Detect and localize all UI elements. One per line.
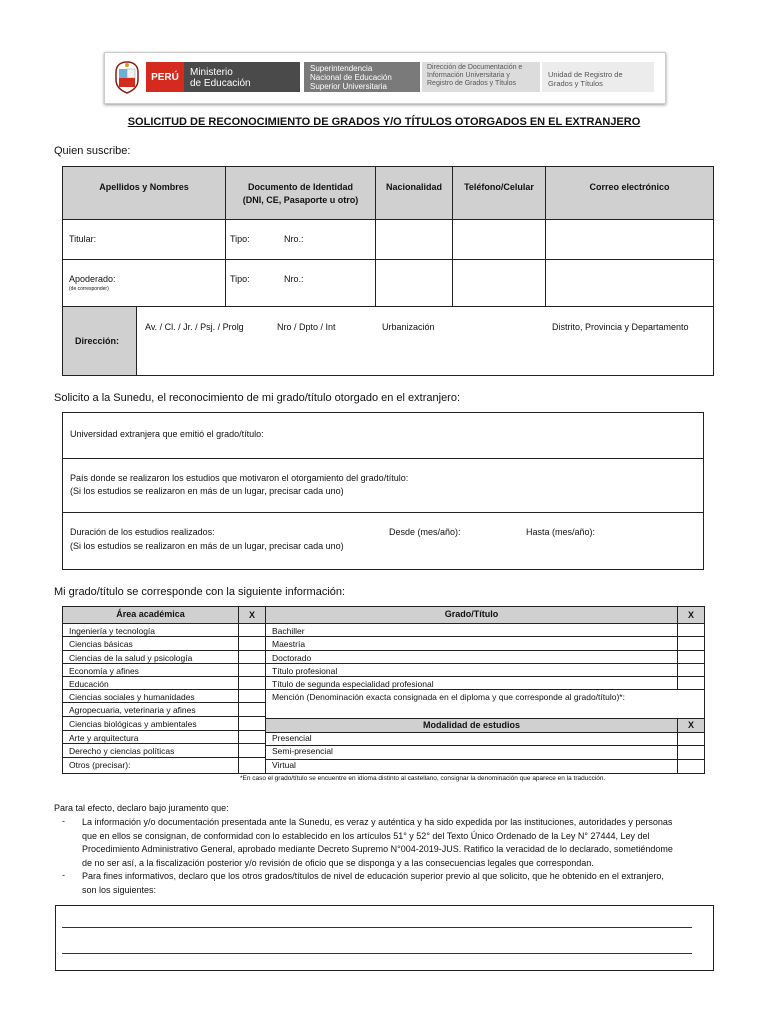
- area-item: Derecho y ciencias políticas: [69, 746, 175, 756]
- direction-label: [422, 62, 540, 92]
- modalidad-item: Presencial: [272, 733, 312, 743]
- grado-item: Título profesional: [272, 666, 338, 676]
- area-item: Agropecuaria, veterinaria y afines: [69, 705, 196, 715]
- area-row-line: [63, 636, 265, 637]
- bullet1-line: La información y/o documentación presentada ante la Sunedu, es veraz y auténtica y ha sido expedida por las instituciones, autoridades y personas: [82, 817, 673, 827]
- area-item: Arte y arquitectura: [69, 733, 139, 743]
- col-email-header: Correo electrónico: [589, 182, 670, 192]
- grado-row-line: [266, 623, 704, 624]
- dir-nro-label: Nro / Dpto / Int: [277, 322, 336, 332]
- apoderado-note: (de corresponder): [69, 286, 109, 292]
- area-item: Ciencias de la salud y psicología: [69, 653, 193, 663]
- grado-row-line: [266, 650, 704, 651]
- applicant-table-header: [63, 167, 713, 219]
- sunedu-line-2: Nacional de Educación: [310, 73, 392, 82]
- universidad-label[interactable]: Universidad extranjera que emitió el grado/título:: [70, 429, 264, 439]
- bullet-dash: -: [62, 870, 65, 880]
- translation-footnote: *En caso el grado/título se encuentre en idioma distinto al castellano, consignar la denominación que aparece en la traducción.: [240, 775, 606, 782]
- col-names-header: Apellidos y Nombres: [99, 182, 189, 192]
- grado-row-line: [266, 759, 704, 760]
- area-row-line: [63, 623, 265, 624]
- modalidad-item: Semi-presencial: [272, 746, 333, 756]
- apoderado-label: Apoderado:: [69, 274, 116, 284]
- area-item: Ciencias sociales y humanidades: [69, 692, 195, 702]
- apoderado-nro-label[interactable]: Nro.:: [284, 274, 304, 284]
- area-row-line: [63, 702, 265, 703]
- desde-label[interactable]: Desde (mes/año):: [389, 527, 461, 537]
- grado-item: Maestría: [272, 639, 306, 649]
- col-nationality-header: Nacionalidad: [385, 182, 442, 192]
- dir-line-2: Información Universitaria y: [427, 72, 510, 79]
- area-row-line: [63, 650, 265, 651]
- peru-coat-of-arms-icon: [112, 60, 142, 94]
- area-item: Ciencias biológicas y ambientales: [69, 719, 197, 729]
- area-item: Ciencias básicas: [69, 639, 133, 649]
- col-doc-line-1: Documento de Identidad: [247, 182, 353, 192]
- area-item: Educación: [69, 679, 109, 689]
- dir-district-label: Distrito, Provincia y Departamento: [552, 322, 689, 332]
- dir-urb-label: Urbanización: [382, 322, 435, 332]
- other-degrees-box[interactable]: [55, 905, 714, 971]
- area-item: Otros (precisar):: [69, 760, 131, 770]
- ministry-line-2: de Educación: [190, 78, 251, 89]
- area-header: Área académica: [116, 609, 185, 619]
- bullet-dash: -: [62, 816, 65, 826]
- modalidad-x-header: X: [687, 720, 694, 730]
- sunedu-label: [304, 62, 420, 92]
- grado-x-header: X: [687, 610, 694, 620]
- area-row-line: [63, 663, 265, 664]
- apoderado-tipo-label[interactable]: Tipo:: [230, 274, 250, 284]
- titular-nro-label[interactable]: Nro.:: [284, 234, 304, 244]
- titular-label: Titular:: [69, 234, 97, 244]
- sunedu-line-3: Superior Universitaria: [310, 82, 387, 91]
- pais-note: (Si los estudios se realizaron en más de un lugar, precisar cada uno): [70, 486, 344, 496]
- solicito-label: Solicito a la Sunedu, el reconocimiento de mi grado/título otorgado en el extranjero:: [54, 392, 461, 404]
- bullet1-line: que en ellos se consignan, de conformidad con lo establecido en los artículos 51° y 52° del Texto Único Ordenado de la Ley N° 27444, Ley del: [82, 830, 650, 841]
- area-item: Ingeniería y tecnología: [69, 626, 156, 636]
- titular-tipo-label[interactable]: Tipo:: [230, 234, 250, 244]
- duracion-label[interactable]: Duración de los estudios realizados:: [70, 527, 215, 537]
- grado-row-line: [266, 732, 704, 733]
- col-phone-header: Teléfono/Celular: [464, 182, 534, 192]
- sunedu-line-1: Superintendencia: [310, 64, 373, 73]
- pais-label[interactable]: País donde se realizaron los estudios que motivaron el otorgamiento del grado/título:: [70, 473, 409, 483]
- bullet1-line: de no ser así, a la fiscalización posterior y/o revisión de oficio que se disponga y a las consecuencias legales que correspondan.: [82, 857, 594, 868]
- mencion-label[interactable]: Mención (Denominación exacta consignada en el diploma y que corresponde al grado/título)*:: [272, 692, 625, 702]
- grado-header: Grado/Título: [444, 609, 499, 619]
- grado-row-line: [266, 718, 704, 719]
- unit-label: [542, 62, 654, 92]
- area-row-line: [63, 743, 265, 744]
- declaracion-bullet-2: [82, 870, 708, 897]
- bullet1-line: Procedimiento Administrativo General, aprobado mediante Decreto Supremo N°004-2019-JUS. Ratifico la veracidad de lo declarado, sometiéndome: [82, 844, 673, 854]
- dir-line-3: Registro de Grados y Títulos: [427, 80, 516, 87]
- grado-row-line: [266, 689, 704, 690]
- ministry-label: [184, 62, 300, 92]
- document-title: SOLICITUD DE RECONOCIMIENTO DE GRADOS Y/O TÍTULOS OTORGADOS EN EL EXTRANJERO: [127, 116, 641, 128]
- corresponde-label: Mi grado/título se corresponde con la siguiente información:: [54, 586, 346, 598]
- area-item: Economía y afines: [69, 666, 139, 676]
- write-line[interactable]: [62, 953, 692, 954]
- write-line[interactable]: [62, 927, 692, 928]
- dir-line-1: Dirección de Documentación e: [427, 64, 523, 71]
- area-row-line: [63, 716, 265, 717]
- area-row-line: [63, 689, 265, 690]
- grado-row-line: [266, 636, 704, 637]
- declaracion-bullet-1: [82, 816, 708, 870]
- modalidad-item: Virtual: [272, 760, 296, 770]
- area-row-line: [63, 730, 265, 731]
- grado-item: Bachiller: [272, 626, 305, 636]
- bullet2-line: Para fines informativos, declaro que los otros grados/títulos de nivel de educación superior previo al que solicito, que he obtenido en el extranjero,: [82, 871, 664, 881]
- bullet2-line: son los siguientes:: [82, 884, 157, 895]
- col-doc-line-2: (DNI, CE, Pasaporte u otro): [242, 195, 359, 205]
- unit-line-1: Unidad de Registro de: [548, 70, 623, 79]
- peru-label: PERÚ: [146, 62, 184, 92]
- hasta-label[interactable]: Hasta (mes/año):: [526, 527, 596, 537]
- modalidad-header: Modalidad de estudios: [422, 720, 520, 730]
- ministry-line-1: Ministerio: [190, 67, 233, 78]
- quien-suscribe-label: Quien suscribe:: [54, 145, 131, 157]
- area-row-line: [63, 676, 265, 677]
- grado-item: Título de segunda especialidad profesional: [272, 679, 434, 689]
- direccion-label: Dirección:: [75, 336, 120, 346]
- col-doc-header: [226, 182, 375, 205]
- dir-via-label: Av. / Cl. / Jr. / Psj. / Prolg: [145, 322, 244, 332]
- area-row-line: [63, 757, 265, 758]
- grado-item: Doctorado: [272, 653, 312, 663]
- area-x-header: X: [248, 610, 255, 620]
- unit-line-2: Grados y Títulos: [548, 79, 603, 88]
- grado-row-line: [266, 663, 704, 664]
- duracion-note: (Si los estudios se realizaron en más de un lugar, precisar cada uno): [70, 541, 344, 551]
- grado-row-line: [266, 676, 704, 677]
- declaracion-intro: Para tal efecto, declaro bajo juramento que:: [54, 803, 229, 813]
